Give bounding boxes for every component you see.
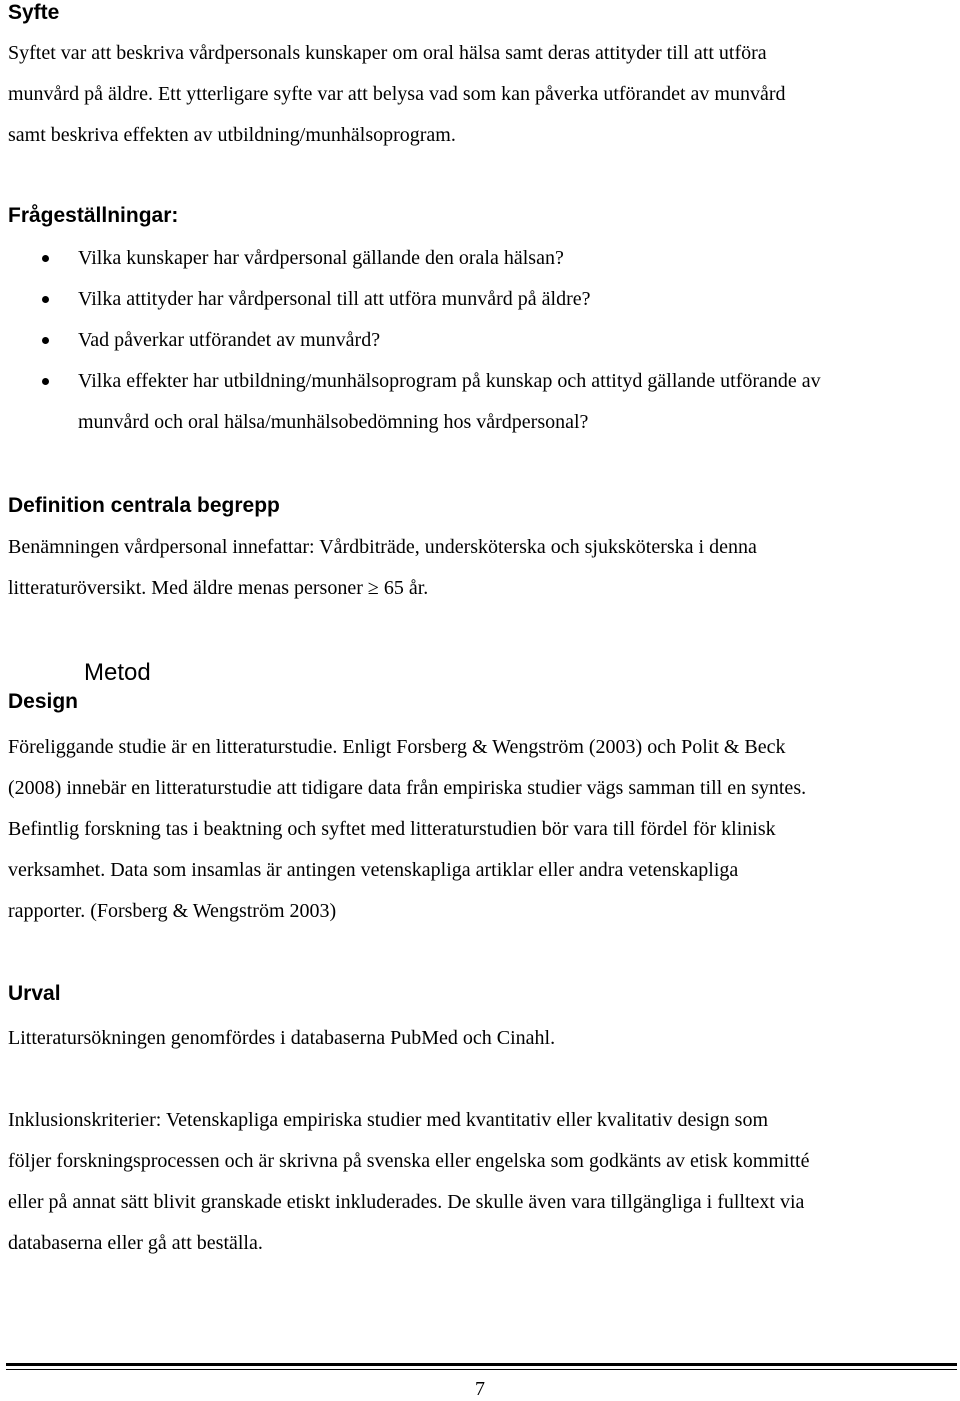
definition-line-2: litteraturöversikt. Med äldre menas personer ≥ 65 år. <box>8 577 429 599</box>
design-line-1: Föreliggande studie är en litteraturstudie. Enligt Forsberg & Wengström (2003) och Polit & Beck <box>8 736 786 758</box>
metod-heading: Metod <box>84 659 151 686</box>
definition-line-1: Benämningen vårdpersonal innefattar: Vårdbiträde, undersköterska och sjuksköterska i denna <box>8 536 757 558</box>
inklusion-line-4: databaserna eller gå att beställa. <box>8 1232 263 1254</box>
design-line-3: Befintlig forskning tas i beaktning och syftet med litteraturstudien bör vara till fördel för klinisk <box>8 818 776 840</box>
question-4-line-2: munvård och oral hälsa/munhälsobedömning hos vårdpersonal? <box>78 411 589 433</box>
question-4-line-1: Vilka effekter har utbildning/munhälsoprogram på kunskap och attityd gällande utförande av <box>78 370 821 392</box>
syfte-line-3: samt beskriva effekten av utbildning/munhälsoprogram. <box>8 124 456 146</box>
design-heading: Design <box>8 690 79 713</box>
bullet-icon <box>42 378 49 385</box>
syfte-heading: Syfte <box>8 1 60 24</box>
definition-heading: Definition centrala begrepp <box>8 494 280 517</box>
syfte-line-1: Syftet var att beskriva vårdpersonals kunskaper om oral hälsa samt deras attityder till att utföra <box>8 42 767 64</box>
question-1: Vilka kunskaper har vårdpersonal gällande den orala hälsan? <box>78 247 564 269</box>
inklusion-line-1: Inklusionskriterier: Vetenskapliga empiriska studier med kvantitativ eller kvalitativ design som <box>8 1109 769 1131</box>
question-2: Vilka attityder har vårdpersonal till att utföra munvård på äldre? <box>78 288 591 310</box>
footer-rule-thick <box>6 1363 957 1366</box>
bullet-icon <box>42 337 49 344</box>
urval-line-1: Litteratursökningen genomfördes i databaserna PubMed och Cinahl. <box>8 1027 556 1049</box>
inklusion-line-3: eller på annat sätt blivit granskade etiskt inkluderades. De skulle även vara tillgängliga i fulltext via <box>8 1191 805 1213</box>
urval-heading: Urval <box>8 982 61 1005</box>
design-line-2: (2008) innebär en litteraturstudie att tidigare data från empiriska studier vägs samman till en syntes. <box>8 777 807 799</box>
footer-rule-thin <box>6 1369 957 1370</box>
design-line-5: rapporter. (Forsberg & Wengström 2003) <box>8 900 337 922</box>
inklusion-line-2: följer forskningsprocessen och är skrivna på svenska eller engelska som godkänts av etisk kommitté <box>8 1150 810 1172</box>
fragestallningar-heading: Frågeställningar: <box>8 204 179 227</box>
page-number: 7 <box>475 1378 485 1400</box>
question-3: Vad påverkar utförandet av munvård? <box>78 329 381 351</box>
syfte-line-2: munvård på äldre. Ett ytterligare syfte var att belysa vad som kan påverka utförandet av munvård <box>8 83 786 105</box>
design-line-4: verksamhet. Data som insamlas är antingen vetenskapliga artiklar eller andra vetenskapliga <box>8 859 739 881</box>
bullet-icon <box>42 255 49 262</box>
bullet-icon <box>42 296 49 303</box>
